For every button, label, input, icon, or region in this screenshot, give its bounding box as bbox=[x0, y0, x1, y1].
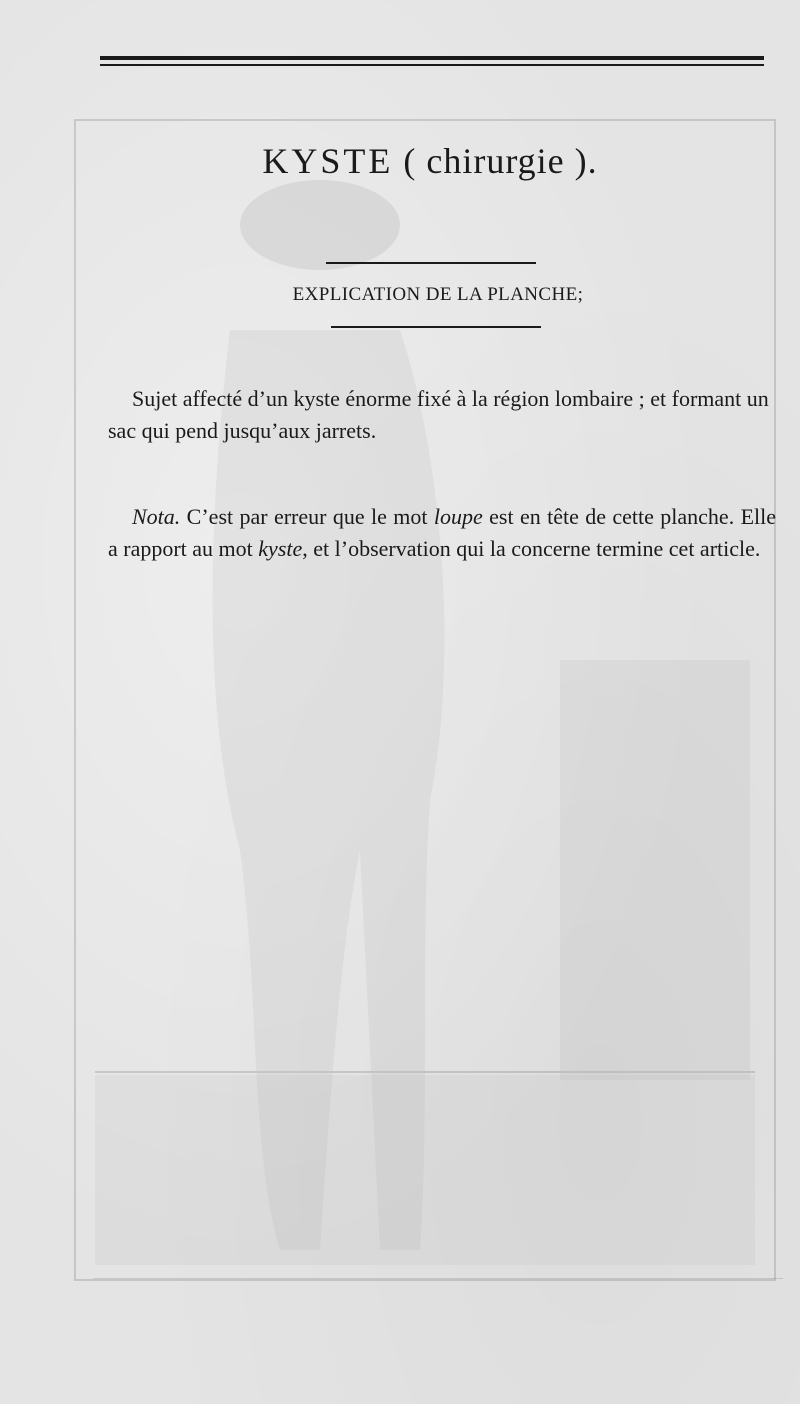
page-title bbox=[0, 140, 800, 182]
note-text-1: C’est par erreur que le mot bbox=[180, 504, 434, 529]
title-subject: ( chirurgie ). bbox=[403, 141, 598, 181]
note-paragraph bbox=[108, 501, 776, 565]
note-word-kyste: kyste bbox=[258, 536, 303, 561]
heading-rule-bottom bbox=[331, 326, 541, 328]
note-word-loupe: loupe bbox=[433, 504, 483, 529]
header-double-rule bbox=[100, 56, 764, 69]
note-text-2: est en tête de cette planche. Elle a rapport au mot bbox=[108, 504, 777, 561]
title-keyword: KYSTE bbox=[262, 141, 394, 181]
note-text-3: , et l’observation qui la concerne termine cet article. bbox=[302, 536, 761, 561]
caption-paragraph: Sujet affecté d’un kyste énorme fixé à la région lombaire ; et formant un sac qui pend jusqu’aux jarrets. bbox=[108, 386, 769, 443]
plate-frame-edge bbox=[93, 1278, 783, 1279]
section-heading: EXPLICATION DE LA PLANCHE; bbox=[292, 284, 584, 305]
note-label: Nota. bbox=[132, 504, 181, 529]
heading-rule-top bbox=[326, 262, 536, 264]
